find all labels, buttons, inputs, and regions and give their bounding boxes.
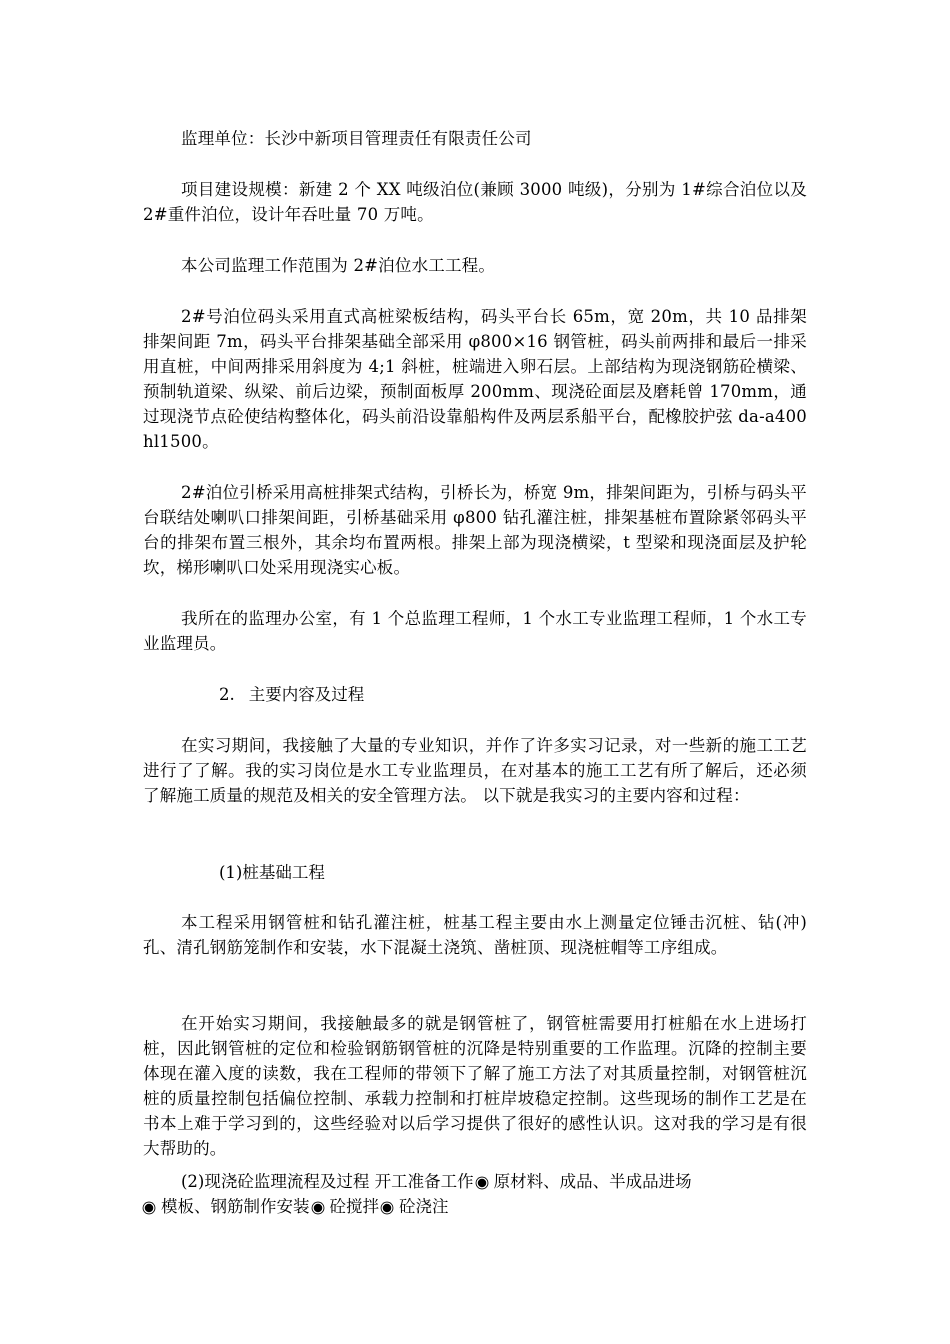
flow-step: 模板、钢筋制作安装 [161, 1197, 310, 1216]
flow-step: 砼浇注 [399, 1197, 449, 1216]
section-title: 主要内容及过程 [248, 685, 365, 704]
section-heading-2 [219, 682, 364, 707]
pile-foundation-paragraph: 本工程采用钢管桩和钻孔灌注桩，桩基工程主要由水上测量定位锤击沉桩、钻(冲)孔、清孔钢筋笼制作和安装，水下混凝土浇筑、凿桩顶、现浇桩帽等工序组成。 [143, 913, 807, 957]
subsection-heading-1: (1)桩基础工程 [219, 863, 325, 882]
flow-step: 砼搅拌 [329, 1197, 379, 1216]
section-number: 2. [219, 685, 235, 704]
steel-pipe-pile-paragraph: 在开始实习期间，我接触最多的就是钢管桩了，钢管桩需要用打桩船在水上进场打桩，因此钢管桩的定位和检验钢筋钢管桩的沉降是特别重要的工作监理。沉降的控制主要体现在灌入度的读数，我在工程师的带领下了解了施工方法了对其质量控制，对钢管桩沉桩的质量控制包括偏位控制、承载力控制和打桩岸坡稳定控制。这些现场的制作工艺是在书本上难于学习到的，这些经验对以后学习提供了很好的感性认识。这对我的学习是有很大帮助的。 [143, 1014, 807, 1158]
flow-step: 开工准备工作 [374, 1172, 474, 1191]
scope-paragraph: 本公司监理工作范围为 2#泊位水工工程。 [181, 256, 496, 275]
concrete-flow-line-2 [143, 1194, 807, 1219]
internship-intro-paragraph: 在实习期间，我接触了大量的专业知识，并作了许多实习记录，对一些新的施工工艺进行了了解。我的实习岗位是水工专业监理员，在对基本的施工工艺有所了解后，还必须了解施工质量的规范及相关的安全管理方法。 以下就是我实习的主要内容和过程： [143, 736, 807, 805]
supervision-unit-line: 监理单位：长沙中新项目管理责任有限责任公司 [181, 129, 532, 148]
office-staff-paragraph: 我所在的监理办公室，有 1 个总监理工程师，1 个水工专业监理工程师，1 个水工专业监理员。 [143, 609, 807, 653]
flow-step: 原材料、成品、半成品进场 [493, 1172, 692, 1191]
concrete-flow-line [143, 1169, 807, 1194]
flow-intro: (2)现浇砼监理流程及过程 [181, 1172, 370, 1191]
project-scale-paragraph: 项目建设规模：新建 2 个 XX 吨级泊位(兼顾 3000 吨级)，分别为 1#综合泊位以及 2#重件泊位，设计年吞吐量 70 万吨。 [143, 180, 807, 224]
wharf-structure-paragraph: 2#号泊位码头采用直式高桩梁板结构，码头平台长 65m，宽 20m，共 10 品排架排架间距 7m，码头平台排架基础全部采用 φ800×16 钢管桩，码头前两排和最后一排采用直桩，中间两排采用斜度为 4;1 斜桩，桩端进入卵石层。上部结构为现浇钢筋砼横梁、预制轨道梁、纵梁、前后边梁，预制面板厚 200mm、现浇砼面层及磨耗曾 170mm，通过现浇节点砼使结构整体化，码头前沿设靠船构件及两层系船平台，配橡胶护弦 da-a400hl1500。 [143, 307, 807, 451]
bullet-dot-icon [313, 1204, 322, 1213]
bullet-dot-icon [145, 1204, 154, 1213]
approach-bridge-paragraph: 2#泊位引桥采用高桩排架式结构，引桥长为，桥宽 9m，排架间距为，引桥与码头平台联结处喇叭口排架间距，引桥基础采用 φ800 钻孔灌注桩，排架基桩布置除紧邻码头平台的排架布置三根外，其余均布置两根。排架上部为现浇横梁，t 型梁和现浇面层及护轮坎，梯形喇叭口处采用现浇实心板。 [143, 483, 807, 577]
bullet-dot-icon [477, 1179, 486, 1188]
bullet-dot-icon [383, 1204, 392, 1213]
